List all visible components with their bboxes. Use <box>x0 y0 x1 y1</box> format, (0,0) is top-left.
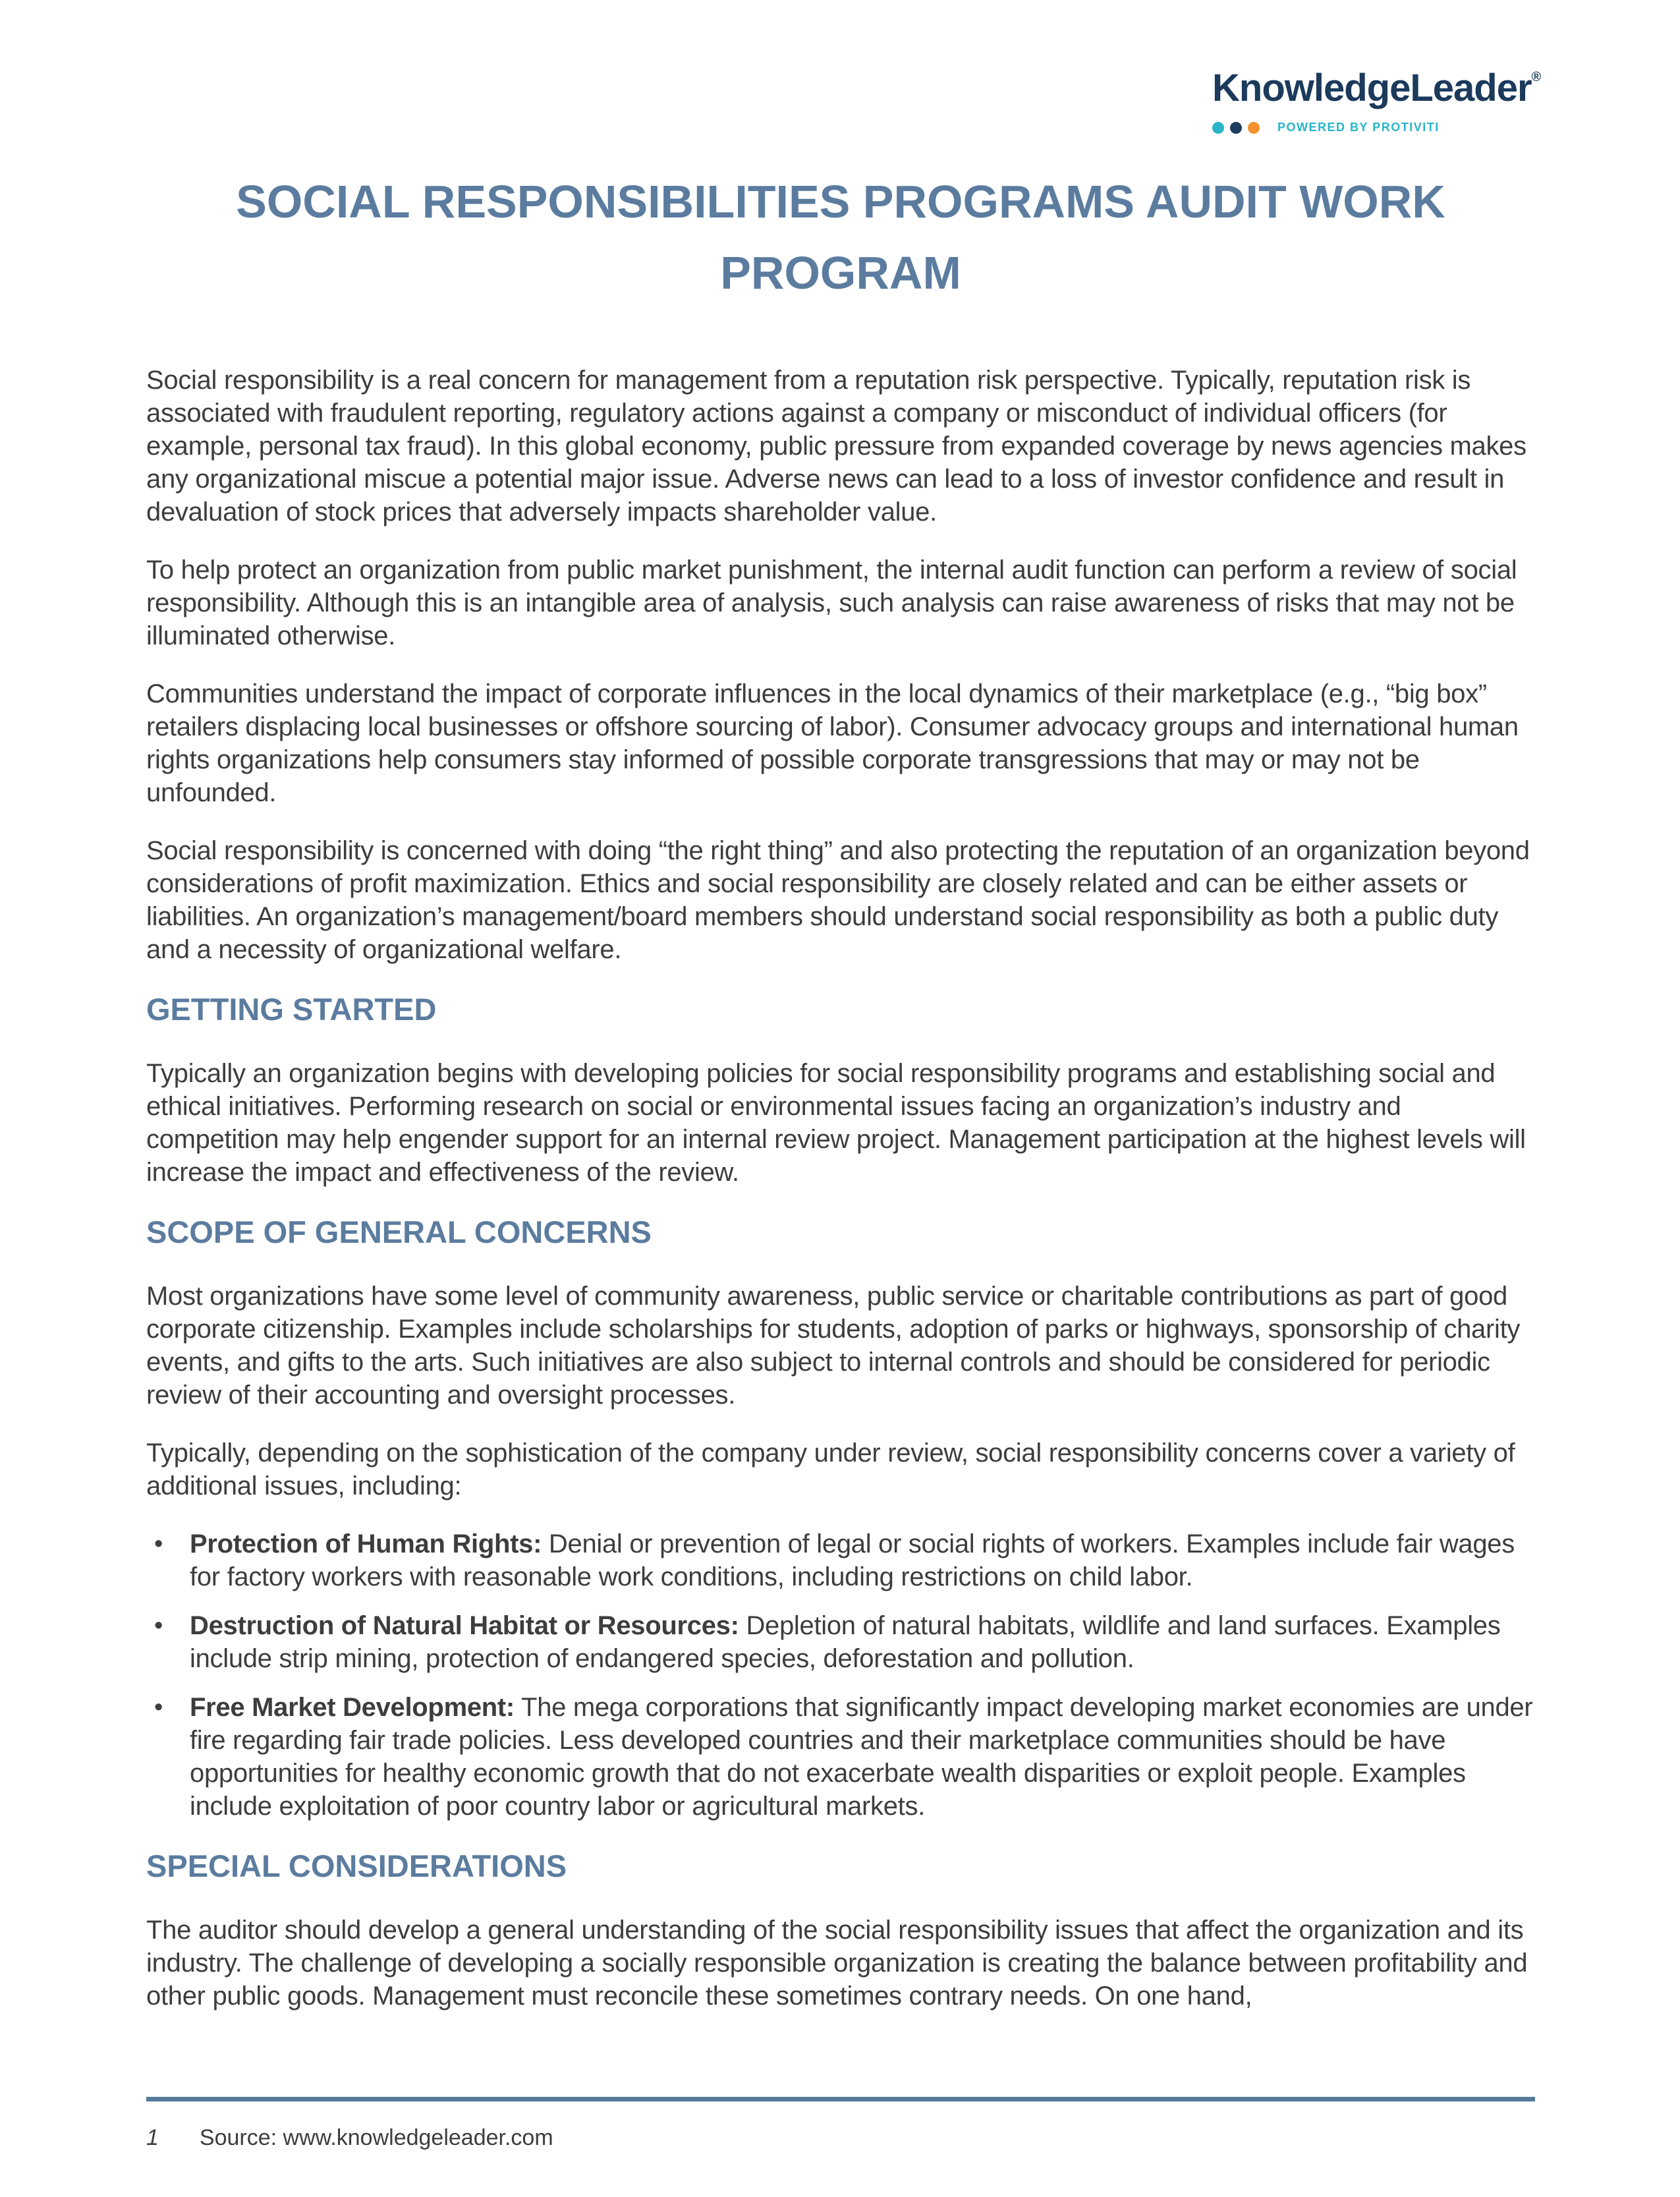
list-item-destruction-of-natural-habitat <box>146 1609 1535 1675</box>
footer-line <box>146 2125 1535 2151</box>
intro-paragraph-1: Social responsibility is a real concern for management from a reputation risk perspective. Typically, reputation risk is associated with fraudulent reporting, regulatory actions against a company or misconduct of individual officers (for example, personal tax fraud). In this global economy, public pressure from expanded coverage by news agencies makes any organizational miscue a potential major issue. Adverse news can lead to a loss of investor confidence and result in devaluation of stock prices that adversely impacts shareholder value. <box>146 366 1526 527</box>
section-heading-special-considerations: SPECIAL CONSIDERATIONS <box>146 1848 567 1883</box>
intro-paragraph-2: To help protect an organization from public market punishment, the internal audit function can perform a review of social responsibility. Although this is an intangible area of analysis, such analysis can raise awareness of risks that may not be illuminated otherwise. <box>146 556 1517 650</box>
getting-started-paragraph: Typically an organization begins with developing policies for social responsibility programs and establishing social and ethical initiatives. Performing research on social or environmental issues facing an organization’s industry and competition may help engender support for an internal review project. Management participation at the highest levels will increase the impact and effectiveness of the review. <box>146 1059 1526 1187</box>
scope-paragraph-2: Typically, depending on the sophistication of the company under review, social responsibility concerns cover a variety of additional issues, including: <box>146 1439 1515 1500</box>
footer-source: Source: www.knowledgeleader.com <box>199 2125 553 2150</box>
intro-paragraph-4: Social responsibility is concerned with doing “the right thing” and also protecting the reputation of an organization beyond considerations of profit maximization. Ethics and social responsibility are closely related and can be either assets or liabilities. An organization’s management/board members should understand social responsibility as both a public duty and a necessity of organizational welfare. <box>146 836 1530 964</box>
logo-tagline-row <box>1212 121 1541 134</box>
intro-paragraph-3: Communities understand the impact of corporate influences in the local dynamics of their marketplace (e.g., “big box” retailers displacing local businesses or offshore sourcing of labor). Consumer advocacy groups and international human rights organizations help consumers stay informed of possible corporate transgressions that may or may not be unfounded. <box>146 679 1519 807</box>
logo-dot-orange-icon <box>1248 122 1260 134</box>
bullet-label: Free Market Development: <box>190 1693 515 1722</box>
section-heading-getting-started: GETTING STARTED <box>146 992 437 1027</box>
concerns-list <box>146 1527 1535 1823</box>
special-considerations-paragraph: The auditor should develop a general understanding of the social responsibility issues that affect the organization and its industry. The challenge of developing a socially responsible organization is creating the balance between profitability and other public goods. Management must reconcile these sometimes contrary needs. On one hand, <box>146 1916 1528 2011</box>
logo-wordmark-text: KnowledgeLeader <box>1212 67 1532 109</box>
bullet-text: Depletion of natural habitats, wildlife and land surfaces. Examples include strip mining, protection of endangered species, deforestation and pollution. <box>190 1611 1501 1673</box>
list-item-free-market-development <box>146 1691 1535 1823</box>
scope-paragraph-1: Most organizations have some level of community awareness, public service or charitable contributions as part of good corporate citizenship. Examples include scholarships for students, adoption of parks or highways, sponsorship of charity events, and gifts to the arts. Such initiatives are also subject to internal controls and should be considered for periodic review of their accounting and oversight processes. <box>146 1282 1521 1410</box>
registered-trademark-icon: ® <box>1531 70 1542 84</box>
logo-dot-navy-icon <box>1230 122 1242 134</box>
section-heading-scope-of-general-concerns: SCOPE OF GENERAL CONCERNS <box>146 1214 652 1249</box>
footer-divider <box>146 2097 1535 2101</box>
knowledgeleader-logo <box>1212 55 1541 134</box>
bullet-label: Protection of Human Rights: <box>190 1529 542 1558</box>
list-item-protection-of-human-rights <box>146 1527 1535 1593</box>
bullet-label: Destruction of Natural Habitat or Resources: <box>190 1611 739 1640</box>
logo-wordmark <box>1212 55 1541 110</box>
logo-dot-teal-icon <box>1212 122 1224 134</box>
footnote-number: 1 <box>146 2125 159 2150</box>
page-footer <box>146 2097 1535 2151</box>
page-title: SOCIAL RESPONSIBILITIES PROGRAMS AUDIT WORK PROGRAM <box>236 176 1445 299</box>
bullet-text: The mega corporations that significantly impact developing market economies are under fire regarding fair trade policies. Less developed countries and their marketplace communities should be have opportunities for healthy economic growth that do not exacerbate wealth disparities or exploit people. Examples include exploitation of poor country labor or agricultural markets. <box>190 1693 1533 1821</box>
document-body <box>0 166 1680 2012</box>
bullet-text: Denial or prevention of legal or social rights of workers. Examples include fair wages for factory workers with reasonable work conditions, including restrictions on child labor. <box>190 1529 1515 1591</box>
logo-tagline: POWERED BY PROTIVITI <box>1277 121 1440 134</box>
